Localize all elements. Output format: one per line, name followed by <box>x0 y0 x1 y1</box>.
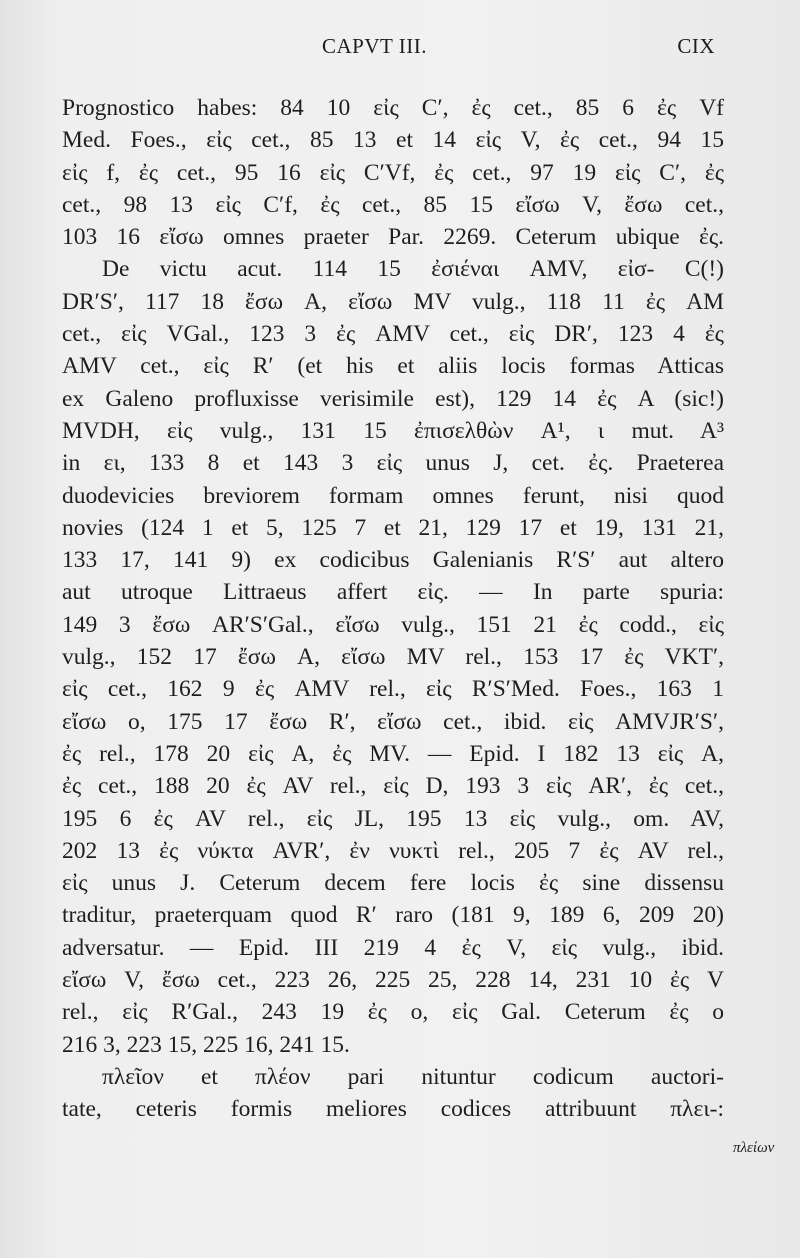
text-line: novies (124 1 et 5, 125 7 et 21, 129 17 et 19, 131 21, <box>62 514 724 541</box>
text-line: 103 16 εἴσω omnes praeter Par. 2269. Ceterum ubique ἐς. <box>62 224 724 251</box>
text-line: ex Galeno profluxisse verisimile est), 129 14 ἐς A (sic!) <box>62 385 724 412</box>
text-line: πλεῖον et πλέον pari nituntur codicum auctori- <box>102 1063 724 1090</box>
body-text <box>62 92 724 1126</box>
margin-note: πλείων <box>733 1140 775 1156</box>
text-line: AMV cet., εἰς R′ (et his et aliis locis formas Atticas <box>62 353 724 380</box>
text-line: traditur, praeterquam quod R′ raro (181 9, 189 6, 209 20) <box>62 902 724 929</box>
text-line: De victu acut. 114 15 ἐσιέναι AMV, εἰσ- C(!) <box>102 256 724 283</box>
text-line: adversatur. — Epid. III 219 4 ἐς V, εἰς vulg., ibid. <box>62 934 724 961</box>
text-line: aut utroque Littraeus affert εἰς. — In parte spuria: <box>62 579 724 606</box>
page-number: CIX <box>677 34 715 58</box>
text-line: in ει, 133 8 et 143 3 εἰς unus J, cet. ἐς. Praeterea <box>62 450 724 477</box>
text-line: 202 13 ἐς νύκτα AVR′, ἐν νυκτὶ rel., 205 7 ἐς AV rel., <box>62 837 724 864</box>
text-line: εἰς unus J. Ceterum decem fere locis ἐς sine dissensu <box>62 870 724 897</box>
text-line: vulg., 152 17 ἔσω A, εἴσω MV rel., 153 17 ἐς VKT′, <box>62 644 724 671</box>
text-line: cet., 98 13 εἰς C′f, ἐς cet., 85 15 εἴσω V, ἔσω cet., <box>62 191 724 218</box>
text-line: ἐς cet., 188 20 ἐς AV rel., εἰς D, 193 3 εἰς AR′, ἐς cet., <box>62 773 724 800</box>
text-line: εἰς cet., 162 9 ἐς AMV rel., εἰς R′S′Med. Foes., 163 1 <box>62 676 724 703</box>
text-line: 133 17, 141 9) ex codicibus Galenianis R′S′ aut altero <box>62 547 724 574</box>
text-line: Prognostico habes: 84 10 εἰς C′, ἐς cet., 85 6 ἐς Vf <box>62 95 724 121</box>
text-line: duodevicies breviorem formam omnes ferunt, nisi quod <box>62 482 724 509</box>
text-line: εἰς f, ἐς cet., 95 16 εἰς C′Vf, ἐς cet., 97 19 εἰς C′, ἐς <box>62 159 724 186</box>
text-line: 195 6 ἐς AV rel., εἰς JL, 195 13 εἰς vulg., om. AV, <box>62 805 724 832</box>
running-header <box>60 34 715 64</box>
text-line: DR′S′, 117 18 ἔσω A, εἴσω MV vulg., 118 11 ἐς AM <box>62 288 724 315</box>
text-line: 149 3 ἔσω AR′S′Gal., εἴσω vulg., 151 21 ἐς codd., εἰς <box>62 611 724 638</box>
text-line: rel., εἰς R′Gal., 243 19 ἐς o, εἰς Gal. Ceterum ἐς o <box>62 999 724 1026</box>
text-line: ἐς rel., 178 20 εἰς A, ἐς MV. — Epid. I 182 13 εἰς A, <box>62 740 724 767</box>
text-line: tate, ceteris formis meliores codices attribuunt πλει-: <box>62 1096 724 1123</box>
text-line: εἴσω V, ἔσω cet., 223 26, 225 25, 228 14, 231 10 ἐς V <box>62 967 724 994</box>
text-line: cet., εἰς VGal., 123 3 ἐς AMV cet., εἰς DR′, 123 4 ἐς <box>62 321 724 348</box>
text-line: Med. Foes., εἰς cet., 85 13 et 14 εἰς V, ἐς cet., 94 15 <box>62 127 724 154</box>
text-line: εἴσω o, 175 17 ἔσω R′, εἴσω cet., ibid. εἰς AMVJR′S′, <box>62 708 724 735</box>
text-line: 216 3, 223 15, 225 16, 241 15. <box>62 1031 350 1058</box>
text-line: MVDH, εἰς vulg., 131 15 ἐπισελθὼν A¹, ι mut. A³ <box>62 417 724 444</box>
chapter-title: CAPVT III. <box>322 34 427 58</box>
